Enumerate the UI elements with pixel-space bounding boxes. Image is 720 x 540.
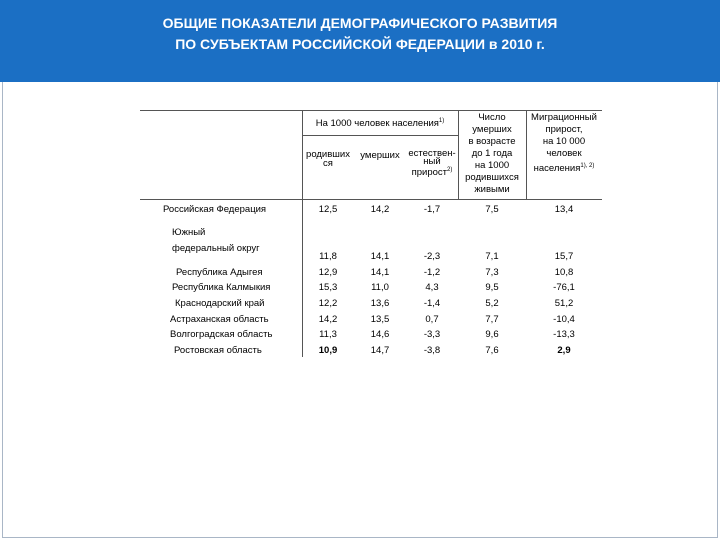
table-cell-born: 12,9: [318, 267, 338, 278]
table-cell-died: 13,6: [370, 298, 390, 309]
table-cell-died: 14,2: [370, 204, 390, 215]
title-banner: [0, 0, 720, 82]
table-cell-migration: 2,9: [557, 345, 571, 356]
col-header-natural: естествен- ный прирост$^{2)}$: [408, 148, 456, 179]
table-cell-born: 11,3: [319, 329, 337, 340]
table-cell-natural: -3,8: [423, 345, 441, 356]
table-cell-migration: -13,3: [553, 329, 575, 340]
table-cell-natural: -2,3: [423, 251, 441, 262]
table-cell-natural: 0,7: [425, 314, 439, 325]
table-cell-infant: 5,2: [485, 298, 499, 309]
col-header-migration: Миграционный прирост, на 10 000 человек населения$^{1), 2)}$: [531, 112, 597, 175]
table-cell-born: 10,9: [318, 345, 338, 356]
table-row-name: Южный: [172, 227, 206, 238]
table-cell-migration: -10,4: [553, 314, 575, 325]
group-header-rule: [302, 135, 458, 136]
table-row-name: Республика Калмыкия: [172, 282, 271, 293]
table-cell-infant: 7,5: [485, 204, 499, 215]
table-cell-died: 14,7: [370, 345, 390, 356]
table-cell-natural: 4,3: [425, 282, 439, 293]
table-cell-migration: -76,1: [553, 282, 575, 293]
table-cell-born: 12,2: [318, 298, 338, 309]
title-line-1: ОБЩИЕ ПОКАЗАТЕЛИ ДЕМОГРАФИЧЕСКОГО РАЗВИТИЯ: [162, 15, 558, 31]
table-cell-infant: 7,7: [485, 314, 499, 325]
table-cell-died: 13,5: [370, 314, 390, 325]
table-cell-infant: 7,3: [485, 267, 499, 278]
table-row-name: Астраханская область: [170, 314, 269, 325]
table-cell-infant: 9,5: [485, 282, 499, 293]
table-top-rule: [140, 110, 602, 111]
table-cell-born: 12,5: [318, 204, 338, 215]
table-row-name: Республика Адыгея: [176, 267, 263, 278]
table-row-name: Российская Федерация: [163, 204, 267, 215]
table-cell-born: 11,8: [319, 251, 337, 262]
table-row-name: Ростовская область: [174, 345, 262, 356]
table-cell-infant: 7,1: [485, 251, 499, 262]
table-cell-natural: -1,2: [423, 267, 441, 278]
table-cell-natural: -1,4: [423, 298, 441, 309]
table-cell-migration: 51,2: [554, 298, 574, 309]
col-header-infant: Число умерших в возрасте до 1 года на 1000 родившихся живыми: [465, 112, 519, 195]
table-cell-natural: -1,7: [423, 204, 441, 215]
table-cell-born: 14,2: [318, 314, 338, 325]
table-header-rule: [140, 199, 602, 200]
table-cell-infant: 9,6: [485, 329, 499, 340]
col-header-born: родивших ся: [306, 149, 350, 169]
table-row-name: Краснодарский край: [175, 298, 265, 309]
table-cell-died: 14,6: [370, 329, 390, 340]
title-line-2: ПО СУБЪЕКТАМ РОССИЙСКОЙ ФЕДЕРАЦИИ в 2010 г.: [175, 36, 545, 52]
table-cell-natural: -3,3: [423, 329, 441, 340]
table-cell-died: 14,1: [370, 267, 390, 278]
group-header: На 1000 человек населения$^{1)}$: [315, 118, 445, 130]
col-header-died: умерших: [360, 150, 400, 161]
table-cell-migration: 15,7: [554, 251, 574, 262]
table-cell-migration: 13,4: [554, 204, 574, 215]
table-row-name: Волгоградская область: [170, 329, 273, 340]
table-cell-born: 15,3: [318, 282, 338, 293]
table-cell-infant: 7,6: [485, 345, 499, 356]
table-cell-migration: 10,8: [554, 267, 574, 278]
table-row-name-continued: федеральный округ: [172, 243, 260, 254]
table-cell-died: 11,0: [371, 282, 389, 293]
table-cell-died: 14,1: [370, 251, 390, 262]
